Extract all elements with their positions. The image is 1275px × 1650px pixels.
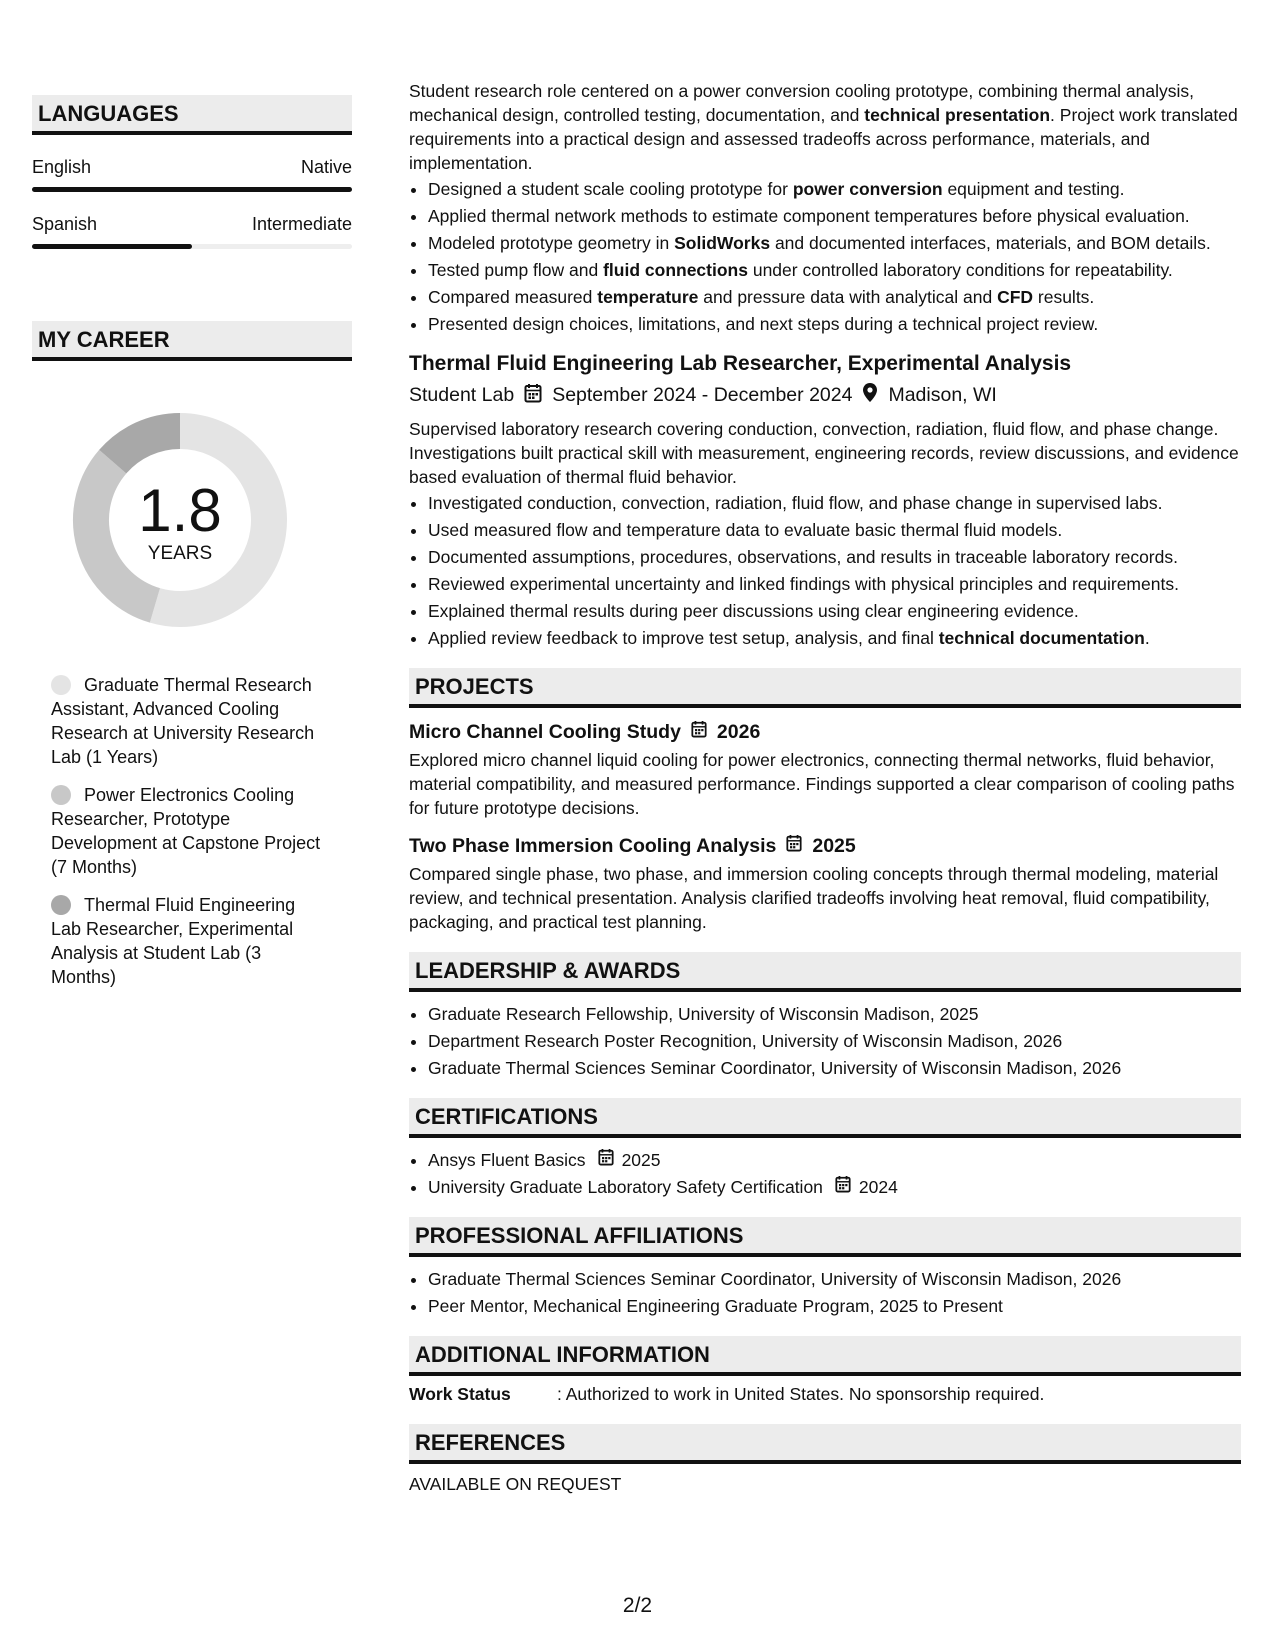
leadership-heading: LEADERSHIP & AWARDS xyxy=(409,952,1241,992)
text-run: Presented design choices, limitations, and next steps during a technical project review. xyxy=(428,314,1099,334)
language-level: Intermediate xyxy=(251,214,352,234)
bullet-item xyxy=(428,204,1241,228)
text-run: results. xyxy=(1033,287,1095,307)
projects-list xyxy=(409,718,1241,934)
previous-job-summary xyxy=(409,79,1241,175)
list-item: • Graduate Research Fellowship, University of Wisconsin Madison, 2025 xyxy=(428,1002,1241,1026)
work-status-row xyxy=(409,1382,1241,1406)
career-dot-icon xyxy=(51,675,71,695)
career-entry-text: Graduate Thermal Research Assistant, Advanced Cooling Research at University Research Lab (1 Years) xyxy=(51,675,315,767)
language-bar-fill xyxy=(32,244,192,249)
references-text: AVAILABLE ON REQUEST xyxy=(409,1474,622,1494)
bold-text: fluid connections xyxy=(603,260,748,280)
text-run: equipment and testing. xyxy=(942,179,1125,199)
text-run: Supervised laboratory research covering conduction, convection, radiation, fluid flow, and phase change. Investigations built practical skill with measurement, engineering records, review discussions, and evidence based evaluation of thermal fluid behavior. xyxy=(409,419,1239,487)
career-donut-chart xyxy=(65,405,295,635)
career-heading: MY CAREER xyxy=(32,321,352,361)
project-description: Explored micro channel liquid cooling for power electronics, connecting thermal networks, fluid behavior, material compatibility, and measured performance. Findings supported a clear comparison of cooling paths for future prototype decisions. xyxy=(409,750,1235,818)
project-description: Compared single phase, two phase, and immersion cooling concepts through thermal modeling, material review, and technical presentation. Analysis clarified tradeoffs involving heat removal, fluid compatibility, packaging, and practical test planning. xyxy=(409,864,1219,932)
text-run: under controlled laboratory conditions for repeatability. xyxy=(747,260,1173,280)
job-bullets xyxy=(409,491,1241,650)
text-run: and documented interfaces, materials, and BOM details. xyxy=(770,233,1211,253)
language-name: English xyxy=(32,157,92,177)
calendar-icon xyxy=(524,383,542,409)
project-title-row xyxy=(409,718,1241,746)
text-run: Student research role centered on a power conversion cooling prototype, combining thermal analysis, mechanical design, controlled testing, documentation, and xyxy=(409,81,1195,125)
certification-name: • University Graduate Laboratory Safety Certification xyxy=(428,1177,823,1197)
bullet-item xyxy=(428,177,1241,201)
project-title-row xyxy=(409,832,1241,860)
language-name: Spanish xyxy=(32,214,98,234)
languages-heading: LANGUAGES xyxy=(32,95,352,135)
job-location: Madison, WI xyxy=(888,384,997,406)
bullet-item xyxy=(428,312,1241,336)
certification-item xyxy=(428,1175,1241,1199)
language-row xyxy=(32,157,352,178)
language-bar xyxy=(32,244,352,249)
language-level: Native xyxy=(300,157,352,177)
certifications-list xyxy=(409,1148,1241,1199)
calendar-icon xyxy=(598,1148,614,1172)
bullet-item xyxy=(428,491,1241,515)
text-run: Modeled prototype geometry in xyxy=(428,233,675,253)
projects-heading: PROJECTS xyxy=(409,668,1241,708)
bullet-item xyxy=(428,545,1241,569)
bold-text: power conversion xyxy=(792,179,943,199)
calendar-icon xyxy=(786,832,802,860)
text-run: Investigated conduction, convection, radiation, fluid flow, and phase change in supervised labs. xyxy=(428,493,1163,513)
career-total-unit: YEARS xyxy=(147,543,213,564)
text-run: Documented assumptions, procedures, observations, and results in traceable laboratory records. xyxy=(428,547,1178,567)
text-run: Designed a student scale cooling prototype for xyxy=(428,179,793,199)
calendar-icon xyxy=(691,718,707,746)
affiliations-heading: PROFESSIONAL AFFILIATIONS xyxy=(409,1217,1241,1257)
text-run: Used measured flow and temperature data to evaluate basic thermal fluid models. xyxy=(428,520,1063,540)
career-entry xyxy=(51,893,326,989)
text-run: Applied review feedback to improve test setup, analysis, and final xyxy=(428,628,939,648)
main-content xyxy=(409,79,1241,1496)
languages-list xyxy=(32,157,352,249)
bold-text: SolidWorks xyxy=(674,233,771,253)
bullet-item xyxy=(428,599,1241,623)
career-legend xyxy=(51,673,326,989)
references-heading: REFERENCES xyxy=(409,1424,1241,1464)
project-name: Micro Channel Cooling Study xyxy=(409,721,681,743)
text-run: Applied thermal network methods to estimate component temperatures before physical evaluation. xyxy=(428,206,1190,226)
sidebar xyxy=(32,95,352,1003)
previous-job-bullets xyxy=(409,177,1241,336)
calendar-icon xyxy=(835,1175,851,1199)
bold-text: CFD xyxy=(997,287,1034,307)
work-status-label: Work Status xyxy=(409,1384,511,1404)
bold-text: technical presentation xyxy=(864,105,1051,125)
job-title: Thermal Fluid Engineering Lab Researcher, Experimental Analysis xyxy=(409,352,1072,375)
career-entry-text: Thermal Fluid Engineering Lab Researcher, Experimental Analysis at Student Lab (3 Months) xyxy=(51,895,296,987)
bullet-item xyxy=(428,572,1241,596)
language-bar xyxy=(32,187,352,192)
certifications-heading: CERTIFICATIONS xyxy=(409,1098,1241,1138)
affiliations-list xyxy=(409,1267,1241,1318)
text-run: Explained thermal results during peer discussions using clear engineering evidence. xyxy=(428,601,1079,621)
certification-year: 2024 xyxy=(858,1177,898,1197)
text-run: Reviewed experimental uncertainty and linked findings with physical principles and requirements. xyxy=(428,574,1179,594)
bullet-item xyxy=(428,626,1241,650)
certification-row xyxy=(428,1148,661,1172)
bullet-item xyxy=(428,258,1241,282)
work-status-value: : Authorized to work in United States. No sponsorship required. xyxy=(557,1384,1045,1404)
text-run: Compared measured xyxy=(428,287,598,307)
additional-heading: ADDITIONAL INFORMATION xyxy=(409,1336,1241,1376)
map-pin-icon xyxy=(862,382,878,409)
career-dot-icon xyxy=(51,785,71,805)
certifications-section xyxy=(409,1098,1241,1199)
projects-section xyxy=(409,668,1241,934)
certification-name: • Ansys Fluent Basics xyxy=(428,1150,586,1170)
affiliations-section xyxy=(409,1217,1241,1318)
project-year: 2025 xyxy=(812,835,856,857)
leadership-section xyxy=(409,952,1241,1080)
bullet-item xyxy=(428,518,1241,542)
certification-year: 2025 xyxy=(621,1150,661,1170)
language-row xyxy=(32,214,352,235)
job-summary xyxy=(409,417,1241,489)
text-run: and pressure data with analytical and xyxy=(698,287,998,307)
career-entry xyxy=(51,783,326,879)
project-name: Two Phase Immersion Cooling Analysis xyxy=(409,835,777,857)
certification-row xyxy=(428,1175,898,1199)
language-bar-fill xyxy=(32,187,352,192)
page-number: 2/2 xyxy=(622,1594,653,1617)
list-item: • Department Research Poster Recognition, University of Wisconsin Madison, 2026 xyxy=(428,1029,1241,1053)
certification-item xyxy=(428,1148,1241,1172)
list-item: • Graduate Thermal Sciences Seminar Coordinator, University of Wisconsin Madison, 2026 xyxy=(428,1267,1241,1291)
job-meta xyxy=(409,382,1241,409)
leadership-list xyxy=(409,1002,1241,1080)
project-year: 2026 xyxy=(716,721,761,743)
text-run: . Project work translated requirements into a practical design and assessed tradeoffs across performance, materials, and implementation. xyxy=(409,105,1238,173)
job-company: Student Lab xyxy=(409,384,515,406)
career-entry-text: Power Electronics Cooling Researcher, Prototype Development at Capstone Project (7 Months) xyxy=(51,785,321,877)
bold-text: technical documentation xyxy=(938,628,1145,648)
list-item: • Peer Mentor, Mechanical Engineering Graduate Program, 2025 to Present xyxy=(428,1294,1241,1318)
career-dot-icon xyxy=(51,895,71,915)
career-entry xyxy=(51,673,326,769)
text-run: Tested pump flow and xyxy=(428,260,604,280)
bullet-item xyxy=(428,231,1241,255)
text-run: . xyxy=(1144,628,1150,648)
references-section xyxy=(409,1424,1241,1496)
job-dates: September 2024 - December 2024 xyxy=(552,384,853,406)
list-item: • Graduate Thermal Sciences Seminar Coordinator, University of Wisconsin Madison, 2026 xyxy=(428,1056,1241,1080)
bold-text: temperature xyxy=(597,287,699,307)
career-total-years: 1.8 xyxy=(138,477,222,544)
additional-section xyxy=(409,1336,1241,1406)
bullet-item xyxy=(428,285,1241,309)
